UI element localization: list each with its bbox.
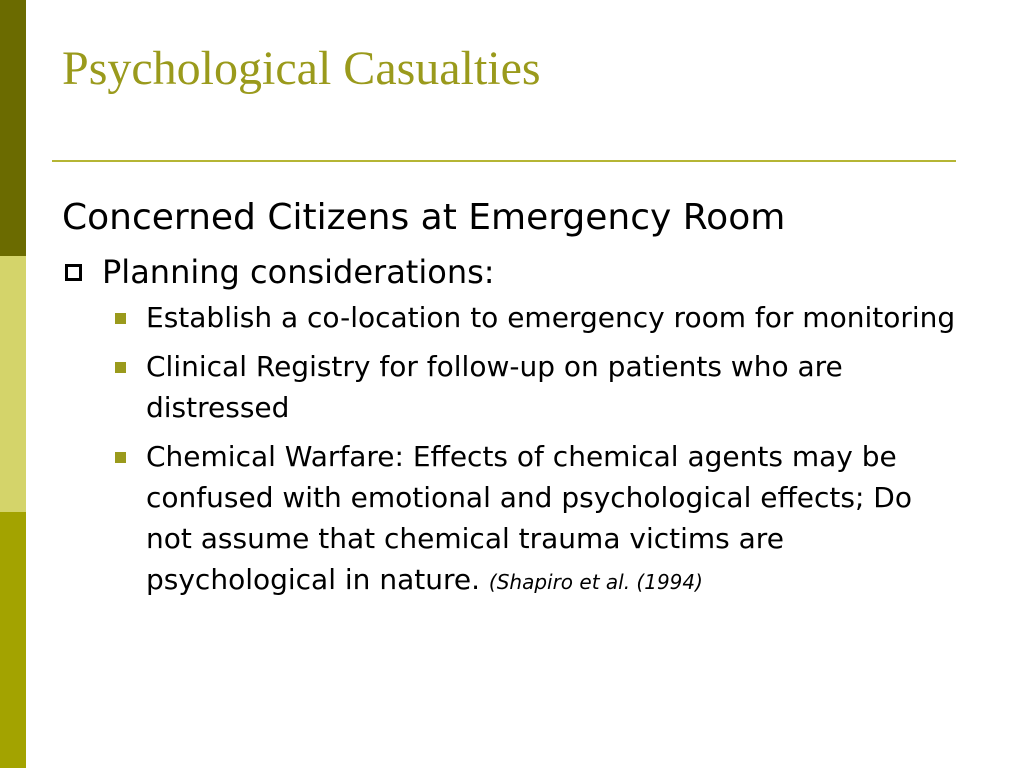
square-bullet-icon [115,452,126,463]
citation: (Shapiro et al. (1994) [488,570,703,594]
slide-title: Psychological Casualties [62,42,541,95]
hollow-square-bullet-icon [65,264,82,281]
sub-bullet-chemical-warfare [146,436,962,603]
sub-bullet-list [62,297,962,603]
sidebar-band-bottom [0,512,26,768]
square-bullet-icon [115,362,126,373]
bullet-planning-considerations [62,251,962,293]
title-divider [52,160,956,162]
sidebar-band-top [0,0,26,256]
slide-body [62,195,962,611]
sub-bullet-text: Clinical Registry for follow-up on patients who are distressed [146,350,843,424]
square-bullet-icon [115,313,126,324]
bullet-label: Planning considerations: [102,253,495,291]
sidebar-band-middle [0,256,26,512]
sub-bullet-text: Chemical Warfare: Effects of chemical agents may be confused with emotional and psychological effects; Do not assume that chemical trauma victims are psychological in nature. [146,440,912,596]
section-heading: Concerned Citizens at Emergency Room [62,197,786,238]
sub-bullet-text: Establish a co-location to emergency room for monitoring [146,301,956,334]
sub-bullet-co-location [146,297,962,338]
sub-bullet-clinical-registry [146,346,962,428]
